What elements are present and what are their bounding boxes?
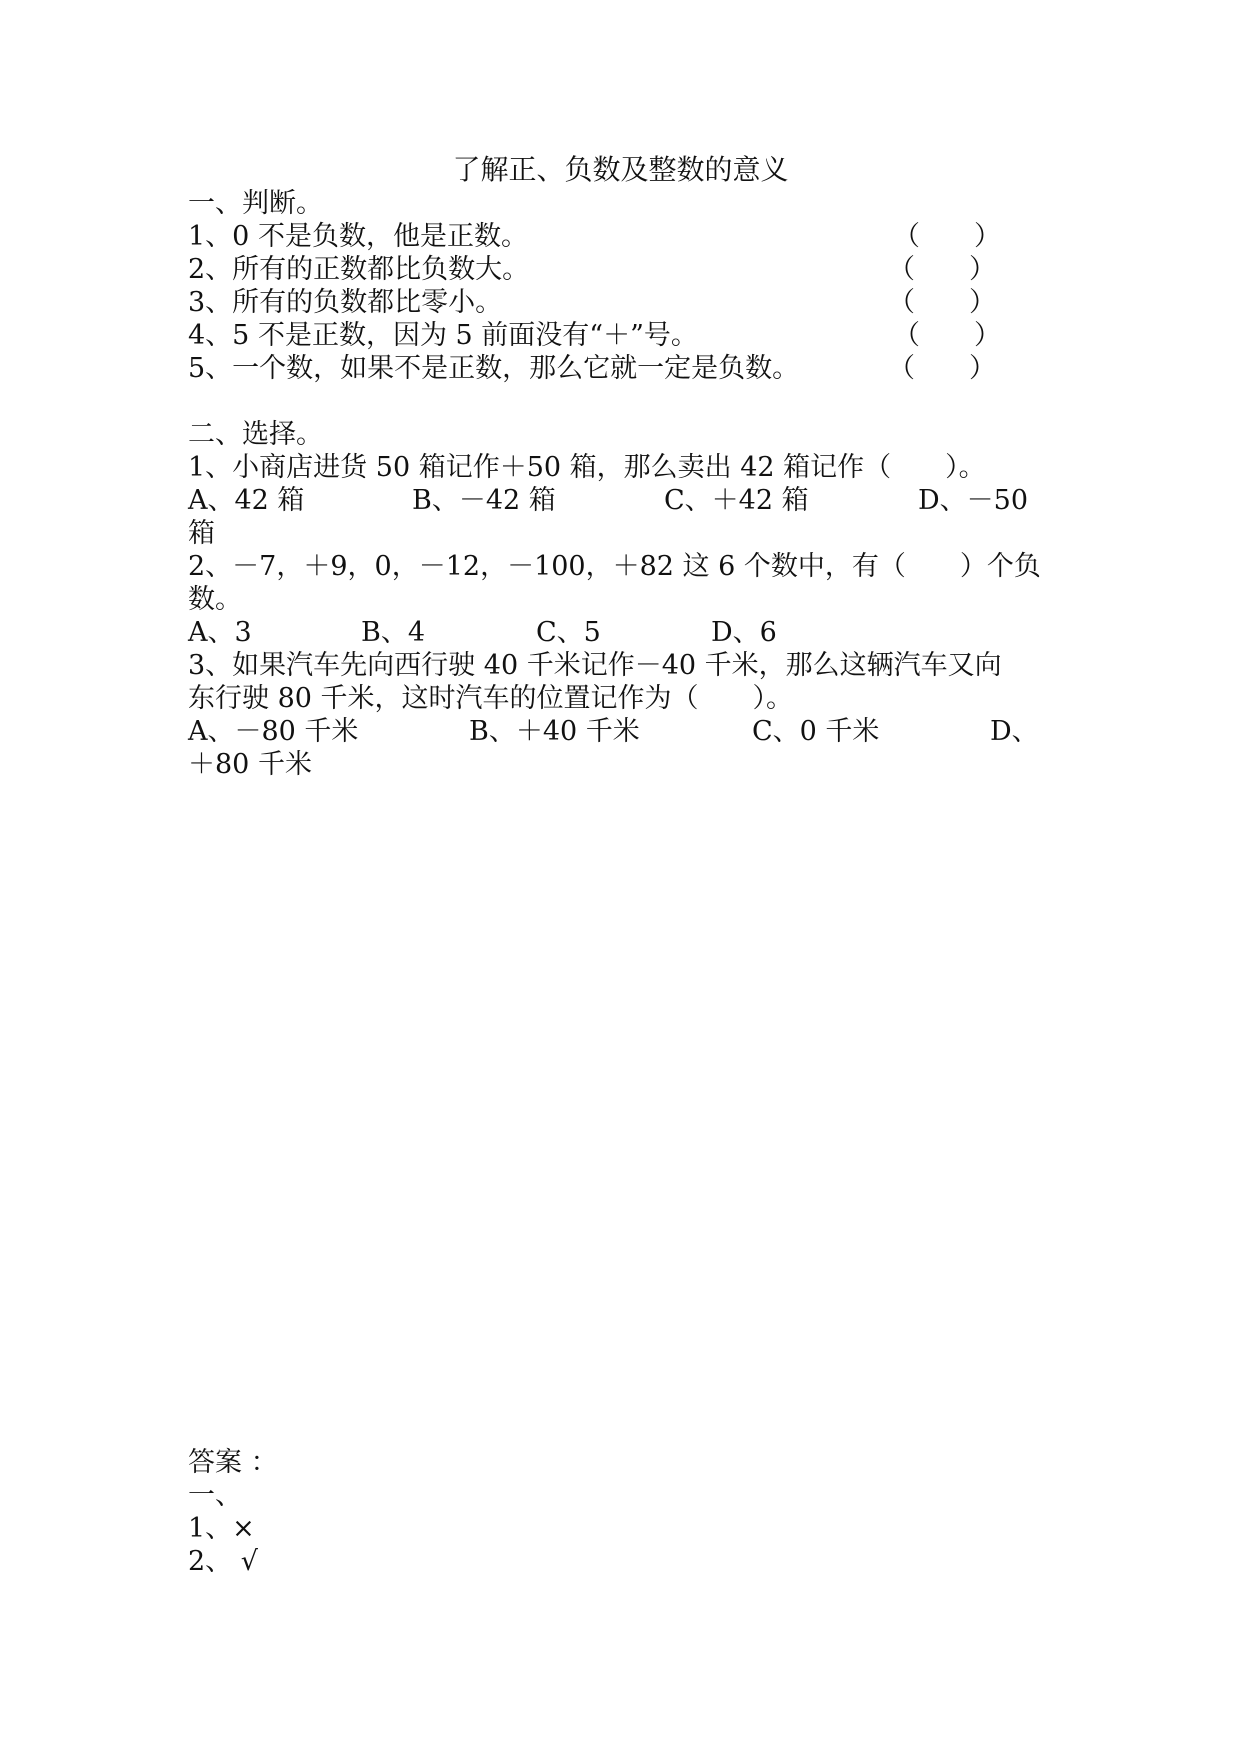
choice-q1-option-d-wrap: 箱 — [188, 518, 215, 549]
answer-item-1: 1、× — [188, 1513, 255, 1544]
choice-q3-option-b: B、＋40 千米 — [469, 716, 640, 747]
choice-q3-option-d-wrap: ＋80 千米 — [188, 749, 312, 780]
judge-item-4: 4、5 不是正数，因为 5 前面没有“＋”号。 — [188, 320, 698, 351]
judge-blank-5: （ ） — [888, 353, 996, 384]
choice-q3-stem-line1: 3、如果汽车先向西行驶 40 千米记作－40 千米，那么这辆汽车又向 — [188, 650, 1002, 681]
choice-q3-option-a: A、－80 千米 — [188, 716, 359, 747]
answers-heading: 答案 ： — [188, 1447, 278, 1478]
section1-heading: 一、判断。 — [188, 188, 323, 219]
choice-q2-stem-line1: 2、－7，＋9，0，－12，－100，＋82 这 6 个数中，有（ ）个负 — [188, 551, 1041, 582]
document-title: 了解正、负数及整数的意义 — [452, 153, 789, 186]
choice-q1-option-c: C、＋42 箱 — [664, 485, 809, 516]
choice-q1-stem: 1、小商店进货 50 箱记作＋50 箱，那么卖出 42 箱记作（ ）。 — [188, 452, 986, 483]
section2-heading: 二、选择。 — [188, 419, 323, 450]
answers-section-label: 一、 — [188, 1480, 242, 1511]
choice-q3-option-d: D、 — [990, 716, 1039, 747]
choice-q2-stem-line2: 数。 — [188, 584, 242, 615]
judge-blank-3: （ ） — [888, 287, 996, 318]
choice-q2-option-a: A、3 — [188, 617, 252, 648]
choice-q1-option-b: B、－42 箱 — [412, 485, 556, 516]
choice-q1-option-d: D、－50 — [918, 485, 1029, 516]
judge-item-3: 3、所有的负数都比零小。 — [188, 287, 503, 318]
choice-q2-option-c: C、5 — [536, 617, 601, 648]
choice-q3-option-c: C、0 千米 — [752, 716, 880, 747]
choice-q2-option-b: B、4 — [361, 617, 426, 648]
judge-blank-4: （ ） — [893, 320, 1001, 351]
choice-q1-option-a: A、42 箱 — [188, 485, 305, 516]
choice-q3-stem-line2: 东行驶 80 千米，这时汽车的位置记作为（ ）。 — [188, 683, 794, 714]
judge-blank-2: （ ） — [888, 254, 996, 285]
choice-q2-option-d: D、6 — [711, 617, 777, 648]
judge-item-1: 1、0 不是负数，他是正数。 — [188, 221, 528, 252]
judge-item-5: 5、一个数，如果不是正数，那么它就一定是负数。 — [188, 353, 800, 384]
answer-item-2: 2、 √ — [188, 1546, 258, 1577]
judge-blank-1: （ ） — [893, 221, 1001, 252]
judge-item-2: 2、所有的正数都比负数大。 — [188, 254, 530, 285]
